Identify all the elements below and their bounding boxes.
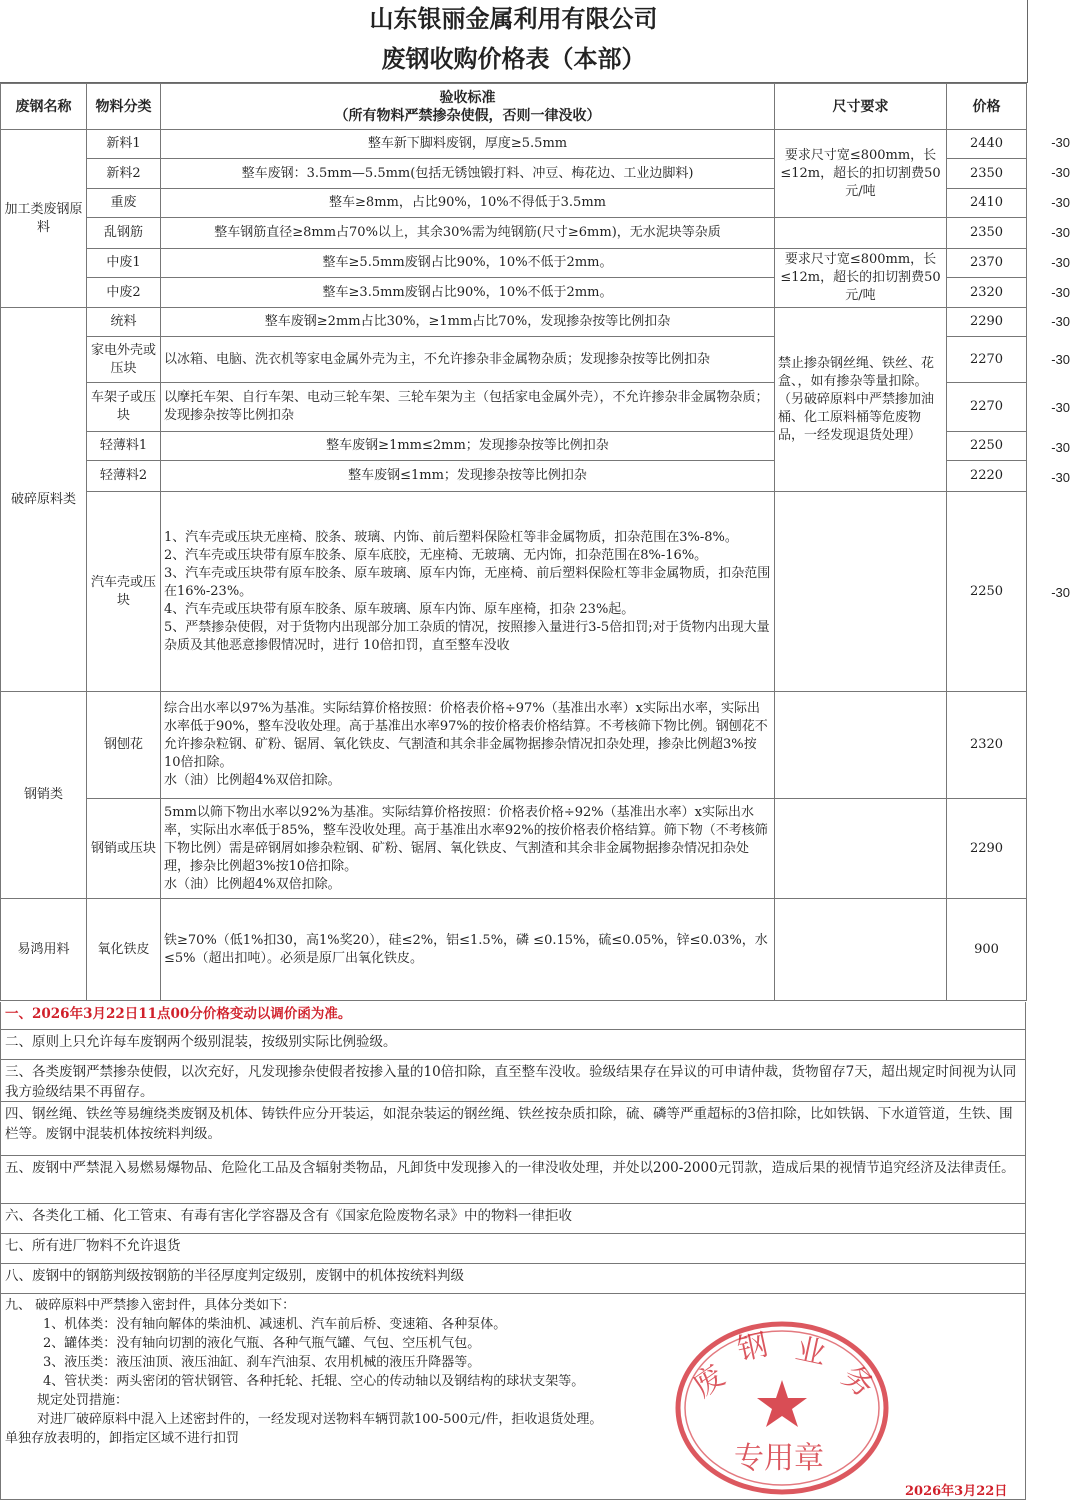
price-cell: 2320 — [947, 692, 1027, 799]
price-cell: 900 — [947, 899, 1027, 1001]
standard-cell: 整车废钢≤1mm；发现掺杂按等比例扣杂 — [161, 461, 775, 492]
note-7: 七、所有进厂物料不允许退货 — [0, 1234, 1026, 1264]
price-adjustment: -30 — [1051, 314, 1070, 329]
sheet-title: 废钢收购价格表（本部） — [0, 38, 1028, 83]
price-cell: 2440 — [947, 130, 1027, 159]
note-4: 四、钢丝绳、铁丝等易缠绕类废钢及机体、铸铁件应分开装运，如混杂装运的钢丝绳、铁丝按杂质扣除，硫、磷等严重超标的3倍扣除，比如铁锅、下水道管道，生铁、围栏等。废钢中混装机体按统料判级。 — [0, 1102, 1026, 1156]
standard-cell: 综合出水率以97%为基准。实际结算价格按照：价格表价格÷97%（基准出水率）x实际出水率，实际出水率低于90%，整车没收处理。高于基准出水率97%的按价格表价格结算。不考核筛下物比例。钢刨花不允许掺杂粒钢、矿粉、锯屑、氧化铁皮、气割渣和其余非金属物据掺杂情况扣杂处理，掺杂比例超3%按10倍扣除。 水（油）比例超4%双倍扣除。 — [161, 692, 775, 799]
price-cell: 2270 — [947, 337, 1027, 383]
category-cell: 钢刨花 — [87, 692, 161, 799]
note-2: 二、原则上只允许每车废钢两个级别混装，按级别实际比例验级。 — [0, 1030, 1026, 1060]
category-cell: 中废1 — [87, 249, 161, 278]
price-table — [0, 83, 1027, 1001]
category-cell: 统料 — [87, 308, 161, 337]
company-name: 山东银丽金属利用有限公司 — [0, 0, 1028, 38]
note-3: 三、各类废钢严禁掺杂使假，以次充好，凡发现掺杂使假者按掺入量的10倍扣除，直至整车没收。验级结果存在异议的可申请仲裁，货物留存7天，超出规定时间视为认同我方验级结果不再留存。 — [0, 1060, 1026, 1102]
size-cell: 禁止掺杂钢丝绳、铁丝、花盒、，如有掺杂等量扣除。（另破碎原料中严禁掺加油桶、化工原料桶等危废物品，一经发现退货处理） — [775, 308, 947, 492]
col-header-size: 尺寸要求 — [775, 84, 947, 130]
standard-cell: 以冰箱、电脑、洗衣机等家电金属外壳为主，不允许掺杂非金属物杂质；发现掺杂按等比例扣杂 — [161, 337, 775, 383]
table-row — [1, 899, 1027, 1001]
price-cell: 2290 — [947, 799, 1027, 899]
price-adjustment: -30 — [1051, 195, 1070, 210]
standard-cell: 整车钢筋直径≥8mm占70%以上，其余30%需为纯钢筋(尺寸≥6mm)，无水泥块等杂质 — [161, 218, 775, 249]
group-cell: 破碎原料类 — [1, 308, 87, 692]
size-cell-empty — [775, 218, 947, 249]
price-adjustment: -30 — [1051, 255, 1070, 270]
category-cell: 新料1 — [87, 130, 161, 159]
standard-cell: 铁≥70%（低1%扣30，高1%奖20），硅≤2%，铝≤1.5%，磷 ≤0.15%，硫≤0.05%，锌≤0.03%，水≤5%（超出扣吨）。必须是原厂出氧化铁皮。 — [161, 899, 775, 1001]
category-cell: 新料2 — [87, 159, 161, 189]
col-header-standard: 验收标准 （所有物料严禁掺杂使假，否则一律没收） — [161, 84, 775, 130]
svg-text:业: 业 — [792, 1331, 829, 1373]
price-cell: 2270 — [947, 383, 1027, 432]
size-cell-empty — [775, 799, 947, 899]
note-9-head: 九、 破碎原料中严禁掺入密封件，具体分类如下： — [5, 1298, 296, 1313]
standard-cell: 整车≥5.5mm废钢占比90%，10%不低于2mm。 — [161, 249, 775, 278]
price-cell: 2370 — [947, 249, 1027, 278]
category-cell: 氧化铁皮 — [87, 899, 161, 1001]
price-cell: 2250 — [947, 432, 1027, 461]
note-5: 五、废钢中严禁混入易燃易爆物品、危险化工品及含辐射类物品，凡卸货中发现掺入的一律没收处理，并处以200-2000元罚款，造成后果的视情节追究经济及法律责任。 — [0, 1156, 1026, 1204]
standard-cell: 整车废钢：3.5mm—5.5mm(包括无锈蚀锻打料、冲豆、梅花边、工业边脚料) — [161, 159, 775, 189]
standard-cell: 整车≥8mm，占比90%，10%不得低于3.5mm — [161, 189, 775, 218]
price-cell: 2350 — [947, 159, 1027, 189]
note-9-item: 对进厂破碎原料中混入上述密封件的，一经发现对送物料车辆罚款100-500元/件，拒收退货处理。 — [37, 1412, 603, 1427]
col-header-category: 物料分类 — [87, 84, 161, 130]
note-8: 八、废钢中的钢筋判级按钢筋的半径厚度判定级别，废钢中的机体按统料判级 — [0, 1264, 1026, 1294]
category-cell: 重废 — [87, 189, 161, 218]
table-row — [1, 249, 1027, 278]
price-adjustment: -30 — [1051, 285, 1070, 300]
price-adjustment: -30 — [1051, 225, 1070, 240]
size-cell-empty — [775, 899, 947, 1001]
standard-cell: 1、汽车壳或压块无座椅、胶条、玻璃、内饰、前后塑料保险杠等非金属物质，扣杂范围在3%-8%。 2、汽车壳或压块带有原车胶条、原车底胶，无座椅、无玻璃、无内饰，扣杂范围在8%-16%。 3、汽车壳或压块带有原车胶条、原车玻璃、原车内饰，无座椅、前后塑料保险杠等非金属物质，扣杂范围在16%-23%。 4、汽车壳或压块带有原车胶条、原车玻璃、原车内饰、原车座椅，扣杂 23%起。 5、严禁掺杂使假，对于货物内出现部分加工杂质的情况，按照掺入量进行3-5倍扣罚;对于货物内出现大量杂质及其他恶意掺假情况时，进行 10倍扣罚，直至整车没收 — [161, 492, 775, 692]
col-header-name: 废钢名称 — [1, 84, 87, 130]
company-seal-stamp — [672, 1318, 892, 1498]
price-cell: 2250 — [947, 492, 1027, 692]
price-adjustment: -30 — [1051, 165, 1070, 180]
price-cell: 2320 — [947, 278, 1027, 308]
group-cell: 加工类废钢原料 — [1, 130, 87, 308]
note-9-item: 4、管状类：两头密闭的管状钢管、各种托轮、托辊、空心的传动轴以及钢结构的球状支架等。 — [43, 1374, 585, 1389]
standard-cell: 整车新下脚料废钢，厚度≥5.5mm — [161, 130, 775, 159]
category-cell: 轻薄料1 — [87, 432, 161, 461]
col-header-price: 价格 — [947, 84, 1027, 130]
table-row — [1, 218, 1027, 249]
group-cell: 钢销类 — [1, 692, 87, 899]
category-cell: 家电外壳或压块 — [87, 337, 161, 383]
category-cell: 汽车壳或压块 — [87, 492, 161, 692]
note-9-item: 2、罐体类：没有轴向切割的液化气瓶、各种气瓶气罐、气包、空压机气包。 — [43, 1336, 481, 1351]
price-adjustment: -30 — [1051, 585, 1070, 600]
size-cell-empty — [775, 692, 947, 799]
issue-date: 2026年3月22日 — [905, 1484, 1008, 1499]
svg-text:务: 务 — [835, 1358, 881, 1405]
price-cell: 2410 — [947, 189, 1027, 218]
standard-cell: 以摩托车架、自行车架、电动三轮车架、三轮车架为主（包括家电金属外壳），不允许掺杂非金属物杂质；发现掺杂按等比例扣杂 — [161, 383, 775, 432]
category-cell: 乱钢筋 — [87, 218, 161, 249]
standard-cell: 整车废钢≥2mm占比30%，≥1mm占比70%，发现掺杂按等比例扣杂 — [161, 308, 775, 337]
note-6: 六、各类化工桶、化工管束、有毒有害化学容器及含有《国家危险废物名录》中的物料一律拒收 — [0, 1204, 1026, 1234]
price-adjustment: -30 — [1051, 400, 1070, 415]
price-cell: 2220 — [947, 461, 1027, 492]
price-adjustment: -30 — [1051, 135, 1070, 150]
note-9-item: 3、液压类：液压油顶、液压油缸、刹车汽油泵、农用机械的液压升降器等。 — [43, 1355, 481, 1370]
group-cell: 易鸿用料 — [1, 899, 87, 1001]
table-row — [1, 799, 1027, 899]
svg-text:废: 废 — [686, 1358, 732, 1405]
price-adjustment: -30 — [1051, 440, 1070, 455]
table-row — [1, 492, 1027, 692]
price-adjustment: -30 — [1051, 352, 1070, 367]
category-cell: 中废2 — [87, 278, 161, 308]
price-adjustment: -30 — [1051, 470, 1070, 485]
note-1: 一、2026年3月22日11点00分价格变动以调价函为准。 — [0, 1002, 1026, 1030]
table-header-row — [1, 84, 1027, 130]
note-9-item: 单独存放表明的，卸指定区域不进行扣罚 — [5, 1431, 240, 1446]
table-row — [1, 692, 1027, 799]
note-9-item: 规定处罚措施： — [37, 1393, 129, 1408]
size-cell-empty — [775, 492, 947, 692]
price-cell: 2350 — [947, 218, 1027, 249]
standard-cell: 5mm以筛下物出水率以92%为基准。实际结算价格按照：价格表价格÷92%（基准出水率）x实际出水率，实际出水率低于85%，整车没收处理。高于基准出水率92%的按价格表价格结算。筛下物（不考核筛下物比例）需是碎钢屑如掺杂粒钢、矿粉、锯屑、氧化铁皮、气割渣和其余非金属物据掺杂情况扣杂处理，掺杂比例超3%按10倍扣除。 水（油）比例超4%双倍扣除。 — [161, 799, 775, 899]
standard-cell: 整车废钢≥1mm≤2mm；发现掺杂按等比例扣杂 — [161, 432, 775, 461]
category-cell: 轻薄料2 — [87, 461, 161, 492]
svg-text:专用章: 专用章 — [734, 1441, 824, 1476]
table-row — [1, 308, 1027, 337]
price-cell: 2290 — [947, 308, 1027, 337]
category-cell: 钢销或压块 — [87, 799, 161, 899]
svg-text:钢: 钢 — [734, 1327, 772, 1368]
category-cell: 车架子或压块 — [87, 383, 161, 432]
size-cell: 要求尺寸宽≤800mm，长≤12m，超长的扣切割费50元/吨 — [775, 249, 947, 308]
table-row — [1, 130, 1027, 159]
standard-cell: 整车≥3.5mm废钢占比90%，10%不低于2mm。 — [161, 278, 775, 308]
note-9-item: 1、机体类：没有轴向解体的柴油机、减速机、汽车前后桥、变速箱、各种泵体。 — [43, 1317, 507, 1332]
size-cell: 要求尺寸宽≤800mm，长≤12m，超长的扣切割费50元/吨 — [775, 130, 947, 218]
